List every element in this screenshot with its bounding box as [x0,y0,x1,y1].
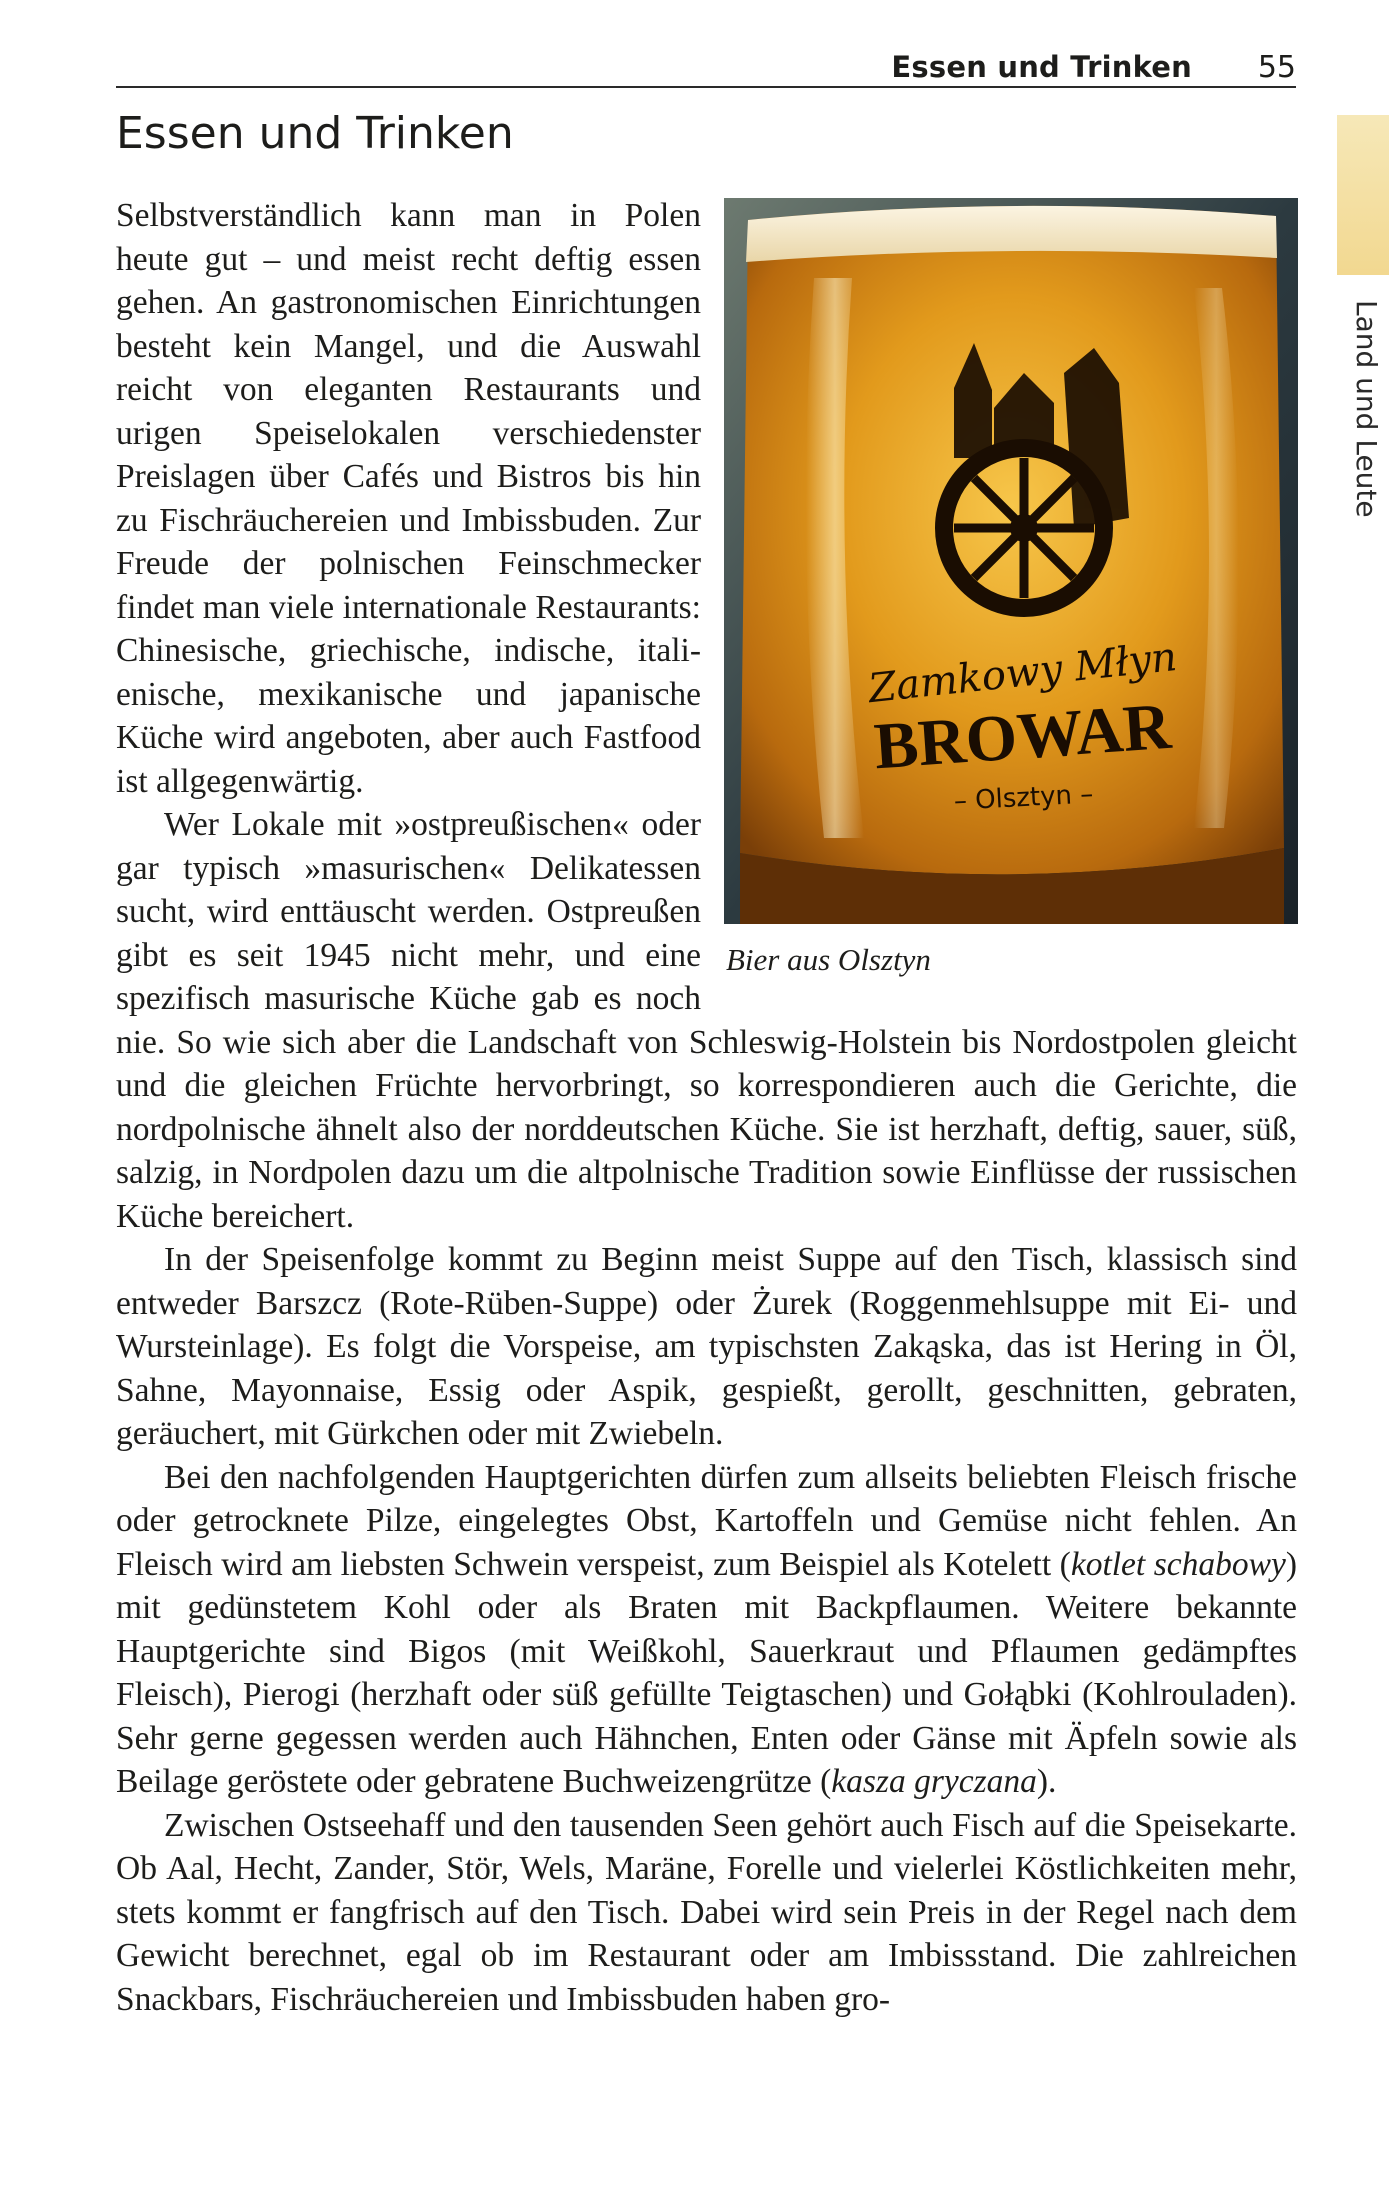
figure-caption: Bier aus Olsztyn [726,942,931,977]
glass-logo-line2: BROWAR [871,689,1174,784]
paragraph: Wer Lokale mit »ostpreußischen« oder gar typisch »masurischen« Delikatessen sucht, wird enttäuscht werden. Ostpreußen gibt es seit 1945 nicht mehr, und eine spezifisch masurische Küche gab es noch nie. So wie sich aber die Landschaft von Schleswig-Holstein bis Nordostpolen gleicht und die gleichen Früchte hervorbringt, so korrespondieren auch die Gerichte, die nordpolnische ähnelt also der norddeutschen Küche. Sie ist herzhaft, deftig, sauer, süß, salzig, in Nordpolen dazu um die altpolnische Tradition sowie Einflüsse der russischen Küche bereichert. [116,806,1297,1235]
running-title: Essen und Trinken [891,50,1192,84]
page-number: 55 [1257,50,1296,85]
dish-name-italic: kotlet schabowy [1070,1545,1286,1583]
body-text [116,194,1297,2021]
section-title: Essen und Trinken [116,108,514,159]
page-header [116,44,1296,88]
paragraph: Zwischen Ostseehaff und den tausenden Seen gehört auch Fisch auf die Speisekarte. Ob Aal, Hecht, Zander, Stör, Wels, Maräne, Forelle und vielerlei Köstlichkeiten mehr, stets kommt er fangfrisch auf den Tisch. Dabei wird sein Preis in der Regel nach dem Gewicht berechnet, egal ob im Restaurant oder am Imbissstand. Die zahlreichen Snackbars, Fischräuchereien und Imbissbuden haben gro- [116,1806,1297,2018]
glass-logo-line3: – Olsztyn – [953,779,1095,817]
figure-wrap-space [701,194,1297,1006]
chapter-tab-label: Land und Leute [1350,300,1383,518]
paragraph: In der Speisenfolge kommt zu Beginn meist Suppe auf den Tisch, klassisch sind entweder Barszcz (Rote-Rüben-Suppe) oder Żurek (Roggenmehlsuppe mit Ei- und Wursteinlage). Es folgt die Vorspeise, am typischsten Zakąska, das ist Hering in Öl, Sahne, Mayonnaise, Essig oder Aspik, gespießt, gerollt, geschnitten, gebraten, geräuchert, mit Gürkchen oder mit Zwiebeln. [116,1241,1297,1452]
paragraph: Selbstverständlich kann man in Polen heute gut – und meist recht deftig essen gehen. An gastronomischen Einrichtungen besteht kein Mangel, und die Auswahl reicht von eleganten Restaurants und urigen Speiselokalen verschiedenster Preislagen über Cafés und Bistros bis hin zu Fischräuchereien und Imbissbuden. Zur Freude der polnischen Feinschmecker findet man viele internationale Restaurants: Chinesische, griechische, indische, italienische, mexikanische und japanische Küche wird angeboten, aber auch Fastfood ist allgegenwärtig. [116,197,701,800]
paragraph: Bei den nachfolgenden Hauptgerichten dürfen zum allseits beliebten Fleisch frische oder getrocknete Pilze, eingelegtes Obst, Kartoffeln und Gemüse nicht fehlen. An Fleisch wird am liebsten Schwein verspeist, zum Beispiel als Kotelett (kotlet schabowy) mit gedünstetem Kohl oder als Braten mit Backpflaumen. Weitere bekannte Hauptgerichte sind Bigos (mit Weißkohl, Sauerkraut und Pflaumen gedämpftes Fleisch), Pierogi (herzhaft oder süß gefüllte Teigtaschen) und Gołąbki (Kohlrouladen). Sehr gerne gegessen werden auch Hähnchen, Enten oder Gänse mit Äpfeln sowie als Beilage geröstete oder gebratene Buchweizengrütze (kasza gryczana). [116,1458,1298,1800]
dish-name-italic: kasza gryczana [831,1763,1037,1800]
chapter-tab-marker [1337,115,1389,275]
glass-logo-line1: Zamkowy Młyn [866,634,1180,713]
